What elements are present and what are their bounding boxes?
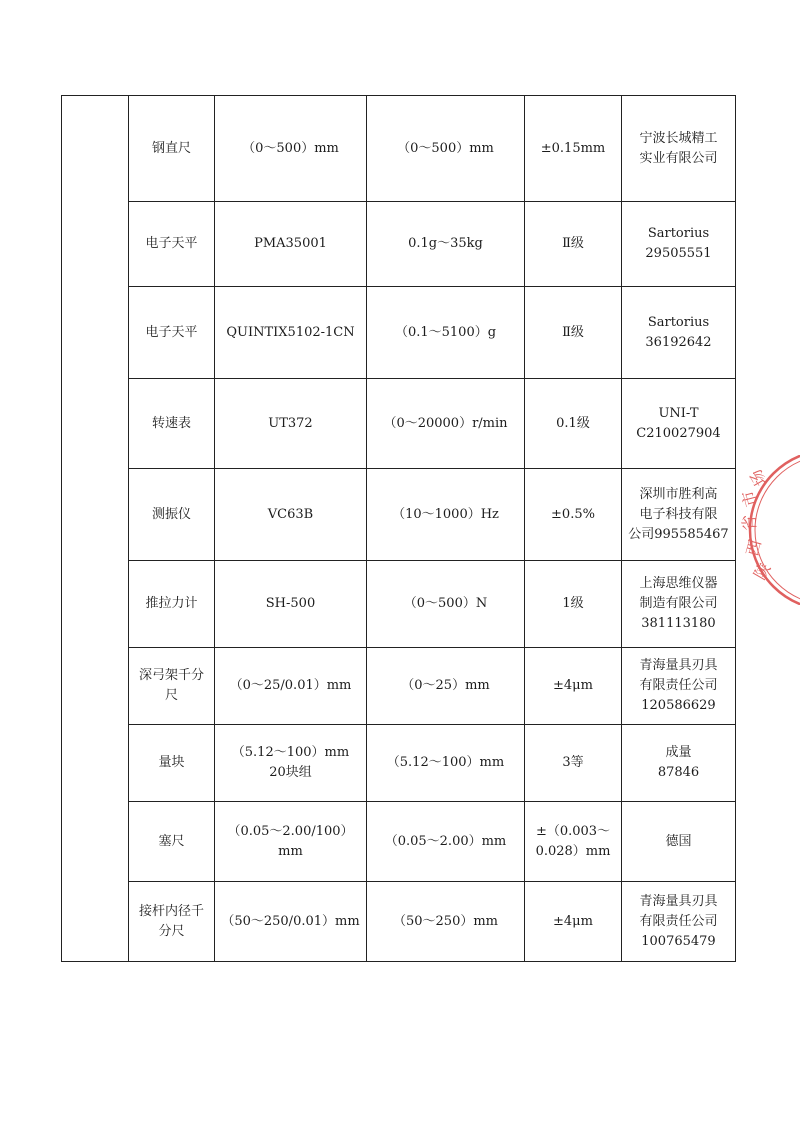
accuracy-grade: ±0.5%: [525, 469, 622, 561]
measurement-range: （10～1000）Hz: [367, 469, 525, 561]
instrument-name: 钢直尺: [129, 96, 215, 202]
table-row: [62, 202, 736, 287]
svg-text:陕: 陕: [750, 559, 775, 583]
instrument-name: 深弓架千分 尺: [129, 648, 215, 725]
manufacturer: 深圳市胜利高 电子科技有限 公司995585467: [622, 469, 736, 561]
instrument-model: （0～25/0.01）mm: [215, 648, 367, 725]
instrument-table-body: [62, 96, 736, 962]
measurement-range: （0～25）mm: [367, 648, 525, 725]
instrument-name: 电子天平: [129, 287, 215, 379]
accuracy-grade: ±4μm: [525, 882, 622, 962]
accuracy-grade: ±4μm: [525, 648, 622, 725]
svg-text:场: 场: [746, 466, 771, 490]
official-seal: [735, 455, 800, 605]
instrument-name: 电子天平: [129, 202, 215, 287]
table-row: [62, 379, 736, 469]
manufacturer: Sartorius 29505551: [622, 202, 736, 287]
accuracy-grade: 3等: [525, 725, 622, 802]
measurement-range: （50～250）mm: [367, 882, 525, 962]
instrument-model: PMA35001: [215, 202, 367, 287]
instrument-name: 推拉力计: [129, 561, 215, 648]
accuracy-grade: ±（0.003～ 0.028）mm: [525, 802, 622, 882]
measurement-range: （0.1～5100）g: [367, 287, 525, 379]
instrument-name: 测振仪: [129, 469, 215, 561]
table-row: [62, 287, 736, 379]
table-row: [62, 561, 736, 648]
measurement-range: （0～500）mm: [367, 96, 525, 202]
manufacturer: 青海量具刃具 有限责任公司 120586629: [622, 648, 736, 725]
instrument-name: 转速表: [129, 379, 215, 469]
accuracy-grade: 0.1级: [525, 379, 622, 469]
instrument-model: SH-500: [215, 561, 367, 648]
accuracy-grade: Ⅱ级: [525, 287, 622, 379]
table-row: [62, 648, 736, 725]
manufacturer: Sartorius 36192642: [622, 287, 736, 379]
category-cell: [62, 96, 129, 962]
measurement-range: 0.1g～35kg: [367, 202, 525, 287]
instrument-model: QUINTIX5102-1CN: [215, 287, 367, 379]
measurement-range: （0～20000）r/min: [367, 379, 525, 469]
instrument-model: （50～250/0.01）mm: [215, 882, 367, 962]
table-row: [62, 96, 736, 202]
manufacturer: UNI-T C210027904: [622, 379, 736, 469]
instrument-model: （0～500）mm: [215, 96, 367, 202]
manufacturer: 青海量具刃具 有限责任公司 100765479: [622, 882, 736, 962]
measurement-range: （0～500）N: [367, 561, 525, 648]
manufacturer: 宁波长城精工 实业有限公司: [622, 96, 736, 202]
instrument-model: （5.12～100）mm 20块组: [215, 725, 367, 802]
accuracy-grade: ±0.15mm: [525, 96, 622, 202]
table-row: [62, 469, 736, 561]
instrument-name: 塞尺: [129, 802, 215, 882]
instrument-model: UT372: [215, 379, 367, 469]
svg-text:市: 市: [738, 488, 761, 509]
instrument-name: 量块: [129, 725, 215, 802]
manufacturer: 德国: [622, 802, 736, 882]
instrument-model: （0.05～2.00/100）mm: [215, 802, 367, 882]
svg-text:省: 省: [740, 514, 759, 531]
table-row: [62, 725, 736, 802]
svg-text:西: 西: [742, 537, 766, 559]
accuracy-grade: Ⅱ级: [525, 202, 622, 287]
instrument-model: VC63B: [215, 469, 367, 561]
measurement-range: （5.12～100）mm: [367, 725, 525, 802]
measurement-range: （0.05～2.00）mm: [367, 802, 525, 882]
instrument-name: 接杆内径千 分尺: [129, 882, 215, 962]
manufacturer: 成量 87846: [622, 725, 736, 802]
accuracy-grade: 1级: [525, 561, 622, 648]
table-row: [62, 802, 736, 882]
manufacturer: 上海思维仪器 制造有限公司 381113180: [622, 561, 736, 648]
instrument-table: [61, 95, 736, 962]
table-row: [62, 882, 736, 962]
